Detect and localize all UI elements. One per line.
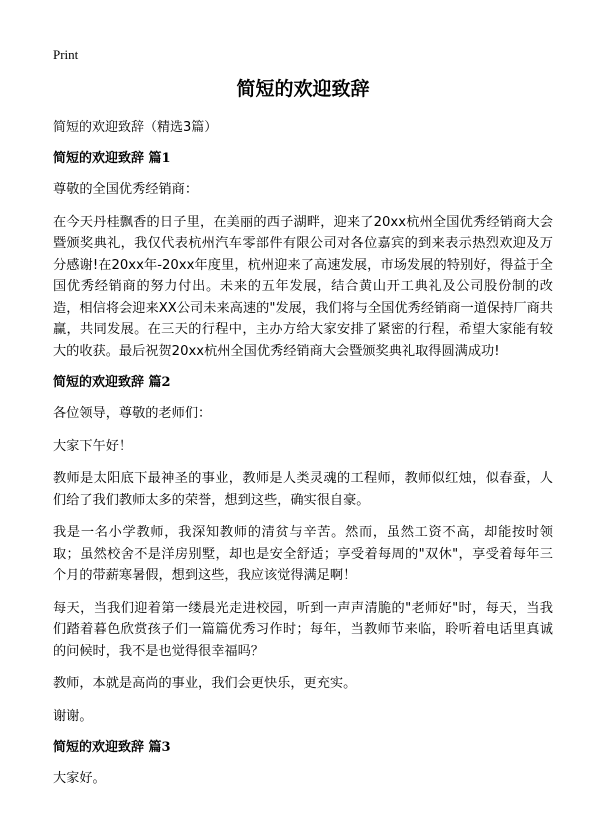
paragraph: 我是一名小学教师，我深知教师的清贫与辛苦。然而，虽然工资不高，却能按时领取；虽然校舍不是洋房别墅，却也是安全舒适；享受着每周的"双休"，享受着每年三个月的带薪寒暑假，想到这些，我应该觉得满足啊！ xyxy=(53,525,553,583)
print-link[interactable]: Print xyxy=(53,47,79,62)
document-body xyxy=(53,76,553,801)
paragraph: 在今天丹桂飘香的日子里，在美丽的西子湖畔，迎来了20xx杭州全国优秀经销商大会暨颁奖典礼，我仅代表杭州汽车零部件有限公司对各位嘉宾的到来表示热烈欢迎及万分感谢!在20xx年-20xx年度里，杭州迎来了高速发展，市场发展的特别好，得益于全国优秀经销商的努力付出。未来的五年发展，结合黄山开工典礼及公司股份制的改造，相信将会迎来XX公司未来高速的"发展，我们将与全国优秀经销商一道保持厂商共赢，共同发展。在三天的行程中，主办方给大家安排了紧密的行程，希望大家能有较大的收获。最后祝贺20xx杭州全国优秀经销商大会暨颁奖典礼取得圆满成功! xyxy=(53,214,553,359)
section-heading-2: 简短的欢迎致辞 篇2 xyxy=(53,375,171,390)
page-title: 简短的欢迎致辞 xyxy=(236,78,370,100)
paragraph: 谢谢。 xyxy=(53,708,93,724)
section-heading-1: 简短的欢迎致辞 篇1 xyxy=(53,151,171,166)
section-heading-3: 简短的欢迎致辞 篇3 xyxy=(53,740,171,755)
paragraph: 教师，本就是高尚的事业，我们会更快乐，更充实。 xyxy=(53,676,357,691)
paragraph: 大家好。 xyxy=(53,771,106,786)
paragraph: 每天，当我们迎着第一缕晨光走进校园，听到一声声清脆的"老师好"时，每天，当我们踏着暮色欣赏孩子们一篇篇优秀习作时；每年，当教师节来临，聆听着电话里真诚的问候时，我不是也觉得很幸福吗？ xyxy=(53,600,553,659)
paragraph: 教师是太阳底下最神圣的事业，教师是人类灵魂的工程师，教师似红烛，似春蚕，人们给了我们教师太多的荣誉，想到这些，确实很自豪。 xyxy=(53,471,553,508)
document-subtitle: 简短的欢迎致辞（精选3篇） xyxy=(53,120,218,135)
paragraph: 大家下午好！ xyxy=(53,438,133,454)
paragraph: 各位领导，尊敬的老师们： xyxy=(53,406,212,421)
paragraph: 尊敬的全国优秀经销商： xyxy=(53,182,199,197)
